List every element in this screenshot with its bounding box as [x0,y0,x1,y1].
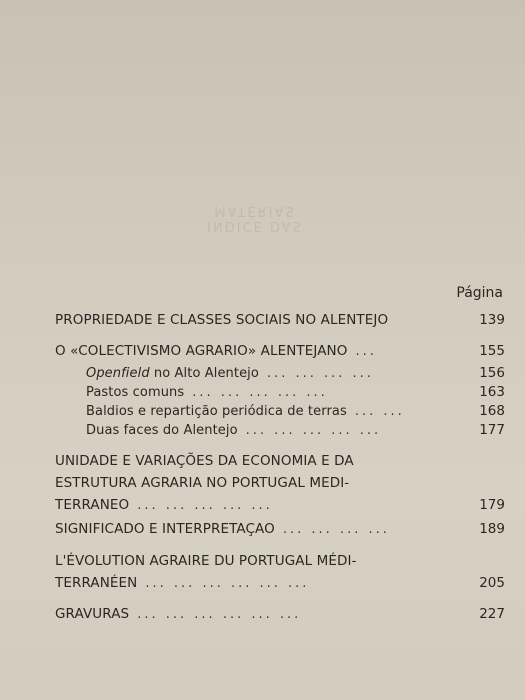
toc-entry-title: SIGNIFICADO E INTERPRETAÇAO [55,521,275,537]
toc-entry [55,453,505,519]
show-through-heading: ÍNDICE DAS MATÉRIAS [207,203,303,233]
toc-entry-title: GRAVURAS [55,606,130,622]
toc-entry-page: 177 [479,422,505,438]
toc-entry-title-line: ESTRUTURA AGRARIA NO PORTUGAL MEDI- [55,475,350,491]
toc-entry-page: 205 [479,575,505,591]
leader-dots: ... ... ... ... ... [245,423,382,438]
toc-entry [55,553,505,597]
toc-entry [55,521,505,543]
leader-dots: ... ... ... ... [282,522,390,537]
toc-entry [55,343,505,365]
toc-entry-title-line: TERRANEO [55,497,130,513]
leader-dots: ... [355,344,377,359]
toc-entry-title: Openfield no Alto Alentejo [86,366,259,381]
leader-dots: ... ... [354,404,405,419]
toc-entry-title: Pastos comuns [86,385,185,400]
toc-entry-page: 139 [479,312,505,328]
toc-entry-title: Baldios e repartição periódica de terras [86,404,347,419]
page-column-header: Página [456,285,503,301]
toc-entry-title: O «COLECTIVISMO AGRARIO» ALENTEJANO [55,343,348,359]
toc-entry-page: 168 [479,403,505,419]
toc-entry-page: 179 [479,497,505,513]
toc-entry-page: 163 [479,384,505,400]
toc-entry [55,606,505,628]
leader-dots: ... ... ... ... ... ... [145,576,310,591]
leader-dots: ... ... ... ... ... [137,498,273,513]
toc-entry-title: Duas faces do Alentejo [86,423,238,438]
toc-entry-title-line: UNIDADE E VARIAÇÕES DA ECONOMIA E DA [55,453,354,469]
toc-entry-italic-word: Openfield [86,366,150,381]
toc-entry-page: 189 [479,521,505,537]
toc-entry-page: 227 [479,606,505,622]
leader-dots: ... ... ... ... ... [192,385,328,400]
toc-entry-title-line: L'ÉVOLUTION AGRAIRE DU PORTUGAL MÉDI- [55,553,357,569]
leader-dots: ... ... ... ... [266,366,374,381]
toc-entry-page: 155 [479,343,505,359]
toc-entry [55,312,505,334]
toc-entry-title-line: TERRANÉEN [55,575,138,591]
toc-entry-page: 156 [479,365,505,381]
toc-entry-title: PROPRIEDADE E CLASSES SOCIAIS NO ALENTEJO [55,312,389,328]
toc-subentry [86,422,505,444]
leader-dots: ... ... ... ... ... ... [137,607,302,622]
